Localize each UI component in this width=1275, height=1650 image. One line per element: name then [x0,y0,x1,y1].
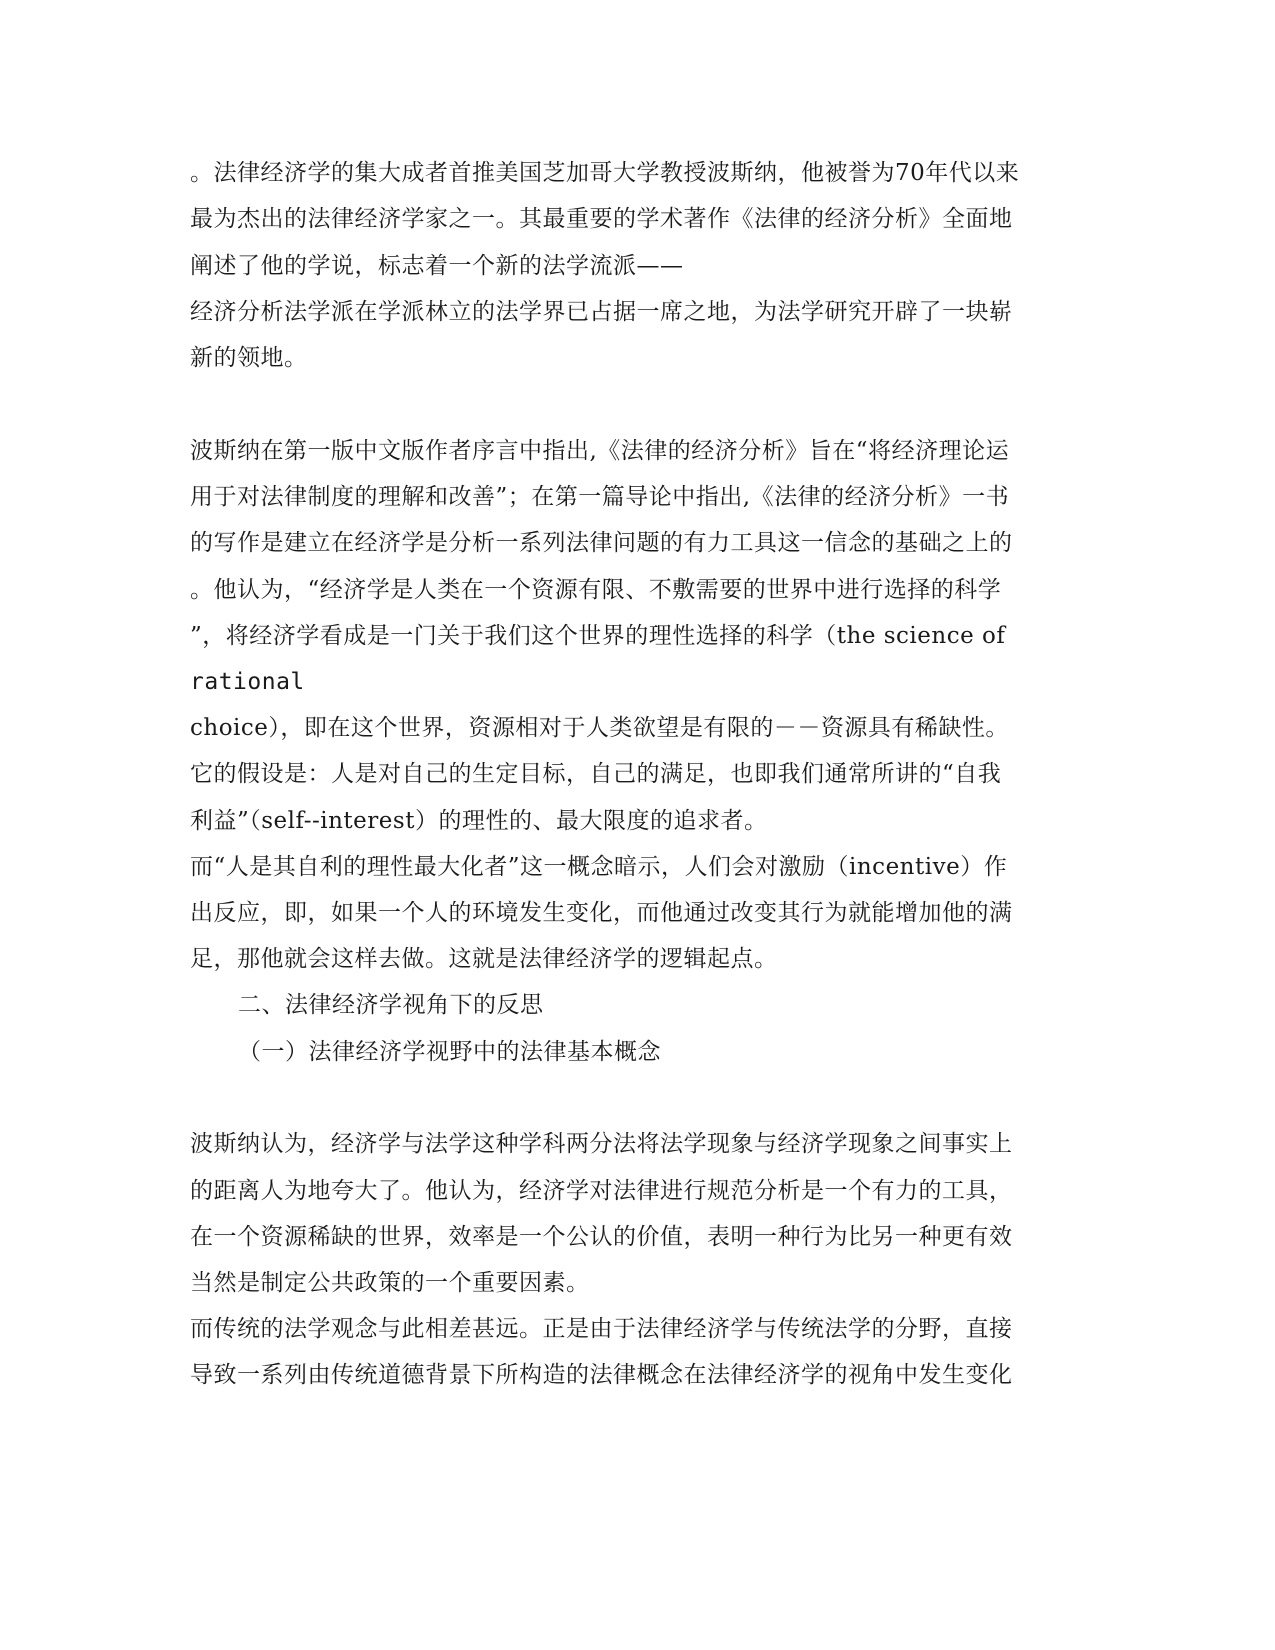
text-line: 足，那他就会这样去做。这就是法律经济学的逻辑起点。 [190,946,778,972]
section-heading: 二、法律经济学视角下的反思 [238,992,544,1018]
text-line: 。法律经济学的集大成者首推美国芝加哥大学教授波斯纳，他被誉为70年代以来 [190,160,1020,186]
text-line: 导致一系列由传统道德背景下所构造的法律概念在法律经济学的视角中发生变化 [190,1362,1013,1388]
text-line: 它的假设是：人是对自己的生定目标，自己的满足，也即我们通常所讲的“自我 [190,761,1002,787]
text-line: 波斯纳认为，经济学与法学这种学科两分法将法学现象与经济学现象之间事实上 [190,1131,1013,1157]
text-line: 的写作是建立在经济学是分析一系列法律问题的有力工具这一信念的基础之上的 [190,530,1013,556]
text-line: 而“人是其自利的理性最大化者”这一概念暗示，人们会对激励（incentive）作 [190,854,1008,880]
text-line: 波斯纳在第一版中文版作者序言中指出,《法律的经济分析》旨在“将经济理论运 [190,438,1010,464]
text-line: 最为杰出的法律经济学家之一。其最重要的学术著作《法律的经济分析》全面地 [190,206,1013,232]
text-line: 用于对法律制度的理解和改善”；在第一篇导论中指出,《法律的经济分析》一书 [190,484,1010,510]
text-line: 当然是制定公共政策的一个重要因素。 [190,1270,590,1296]
text-line: ”，将经济学看成是一门关于我们这个世界的理性选择的科学（the science of [190,623,1006,649]
text-line: 新的领地。 [190,345,308,371]
text-line: 而传统的法学观念与此相差甚远。正是由于法律经济学与传统法学的分野，直接 [190,1316,1013,1342]
text-line: 在一个资源稀缺的世界，效率是一个公认的价值，表明一种行为比另一种更有效 [190,1224,1013,1250]
text-line: 经济分析法学派在学派林立的法学界已占据一席之地，为法学研究开辟了一块崭 [190,299,1013,325]
text-line: choice），即在这个世界，资源相对于人类欲望是有限的－－资源具有稀缺性。 [190,715,1009,741]
text-line: 。他认为，“经济学是人类在一个资源有限、不敷需要的世界中进行选择的科学 [190,577,1002,603]
text-line: rational [190,669,305,695]
text-line: 利益”（self--interest）的理性的、最大限度的追求者。 [190,808,768,834]
text-line: 阐述了他的学说，标志着一个新的法学流派—— [190,253,684,279]
text-line: 的距离人为地夸大了。他认为，经济学对法律进行规范分析是一个有力的工具， [190,1178,1013,1204]
subsection-heading: （一）法律经济学视野中的法律基本概念 [238,1039,661,1065]
text-line: 出反应，即，如果一个人的环境发生变化，而他通过改变其行为就能增加他的满 [190,900,1013,926]
